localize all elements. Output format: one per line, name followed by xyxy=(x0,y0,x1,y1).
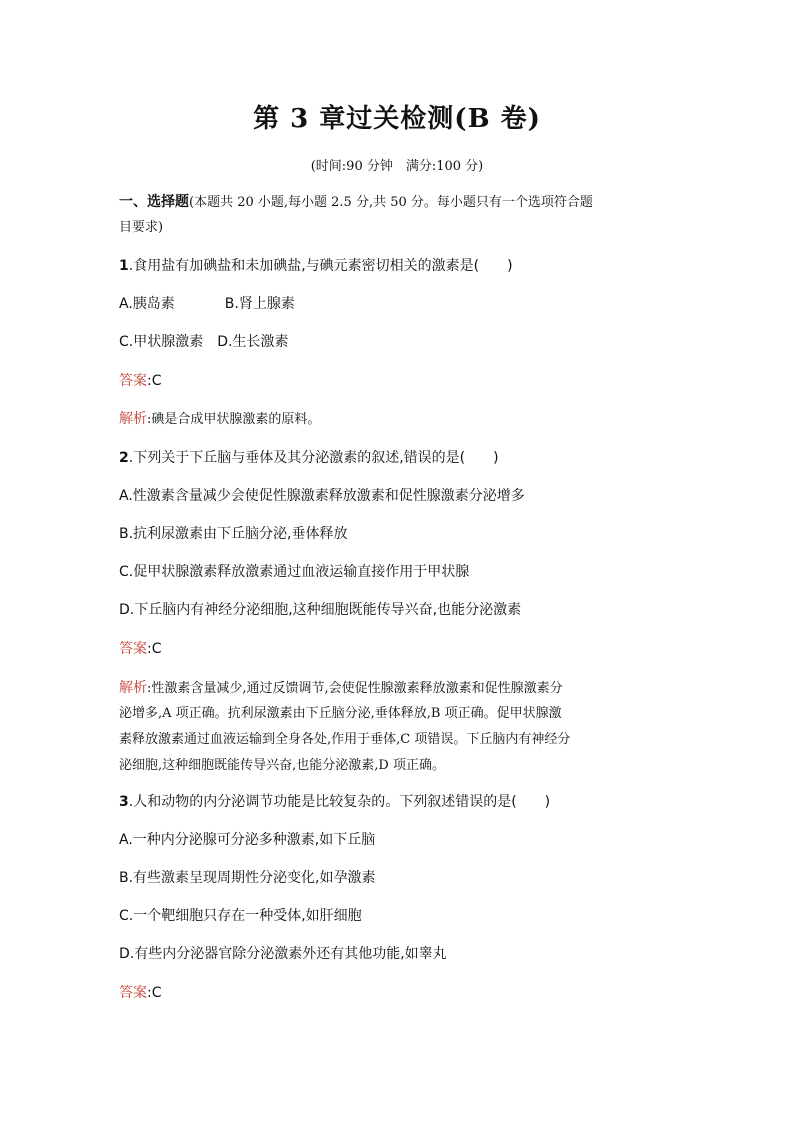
answer-label: 答案 xyxy=(119,985,147,1001)
option-b: B.肾上腺素 xyxy=(224,296,295,312)
question-1-stem: 1.食用盐有加碘盐和未加碘盐,与碘元素密切相关的激素是( ) xyxy=(119,258,513,274)
page-title: 第 3 章过关检测(B 卷) xyxy=(253,104,541,134)
question-1-answer: 答案:C xyxy=(119,373,162,389)
question-2-option-c: C.促甲状腺激素释放激素通过血液运输直接作用于甲状腺 xyxy=(119,564,470,580)
question-2-answer: 答案:C xyxy=(119,641,162,657)
option-d: D.生长激素 xyxy=(217,334,289,350)
question-2-analysis-line2: 泌增多,A 项正确。抗利尿激素由下丘脑分泌,垂体释放,B 项正确。促甲状腺激 xyxy=(119,706,562,721)
question-2-analysis-line1: 解析:性激素含量减少,通过反馈调节,会使促性腺激素释放激素和促性腺激素分 xyxy=(119,680,563,696)
section-description: (本题共 20 小题,每小题 2.5 分,共 50 分。每小题只有一个选项符合题 xyxy=(189,195,593,210)
answer-label: 答案 xyxy=(119,373,147,389)
question-3-option-d: D.有些内分泌器官除分泌激素外还有其他功能,如睾丸 xyxy=(119,946,447,962)
question-2-analysis-line3: 素释放激素通过血液运输到全身各处,作用于垂体,C 项错误。下丘脑内有神经分 xyxy=(119,732,571,747)
question-3-option-a: A.一种内分泌腺可分泌多种激素,如下丘脑 xyxy=(119,832,376,848)
option-c: C.甲状腺激素 xyxy=(119,334,204,350)
answer-label: 答案 xyxy=(119,641,147,657)
question-2-option-b: B.抗利尿激素由下丘脑分泌,垂体释放 xyxy=(119,526,348,542)
question-3-stem: 3.人和动物的内分泌调节功能是比较复杂的。下列叙述错误的是( ) xyxy=(119,794,551,810)
analysis-label: 解析 xyxy=(119,680,147,696)
question-1-analysis: 解析:碘是合成甲状腺激素的原料。 xyxy=(119,411,321,427)
question-2-option-a: A.性激素含量减少会使促性腺激素释放激素和促性腺激素分泌增多 xyxy=(119,488,525,504)
section-heading-line xyxy=(119,193,593,212)
question-2-analysis-line4: 泌细胞,这种细胞既能传导兴奋,也能分泌激素,D 项正确。 xyxy=(119,758,445,773)
option-a: A.胰岛素 xyxy=(119,296,175,312)
question-2-option-d: D.下丘脑内有神经分泌细胞,这种细胞既能传导兴奋,也能分泌激素 xyxy=(119,602,522,618)
analysis-label: 解析 xyxy=(119,411,147,427)
exam-time-score: (时间:90 分钟 满分:100 分) xyxy=(310,159,484,174)
question-3-option-b: B.有些激素呈现周期性分泌变化,如孕激素 xyxy=(119,870,376,886)
question-1-options-row1 xyxy=(119,295,295,313)
question-3-option-c: C.一个靶细胞只存在一种受体,如肝细胞 xyxy=(119,908,362,924)
section-heading: 一、选择题 xyxy=(119,194,189,210)
question-1-options-row2 xyxy=(119,333,288,351)
section-description-cont: 目要求) xyxy=(119,220,164,235)
question-3-answer: 答案:C xyxy=(119,985,162,1001)
question-2-stem: 2.下列关于下丘脑与垂体及其分泌激素的叙述,错误的是( ) xyxy=(119,450,499,466)
